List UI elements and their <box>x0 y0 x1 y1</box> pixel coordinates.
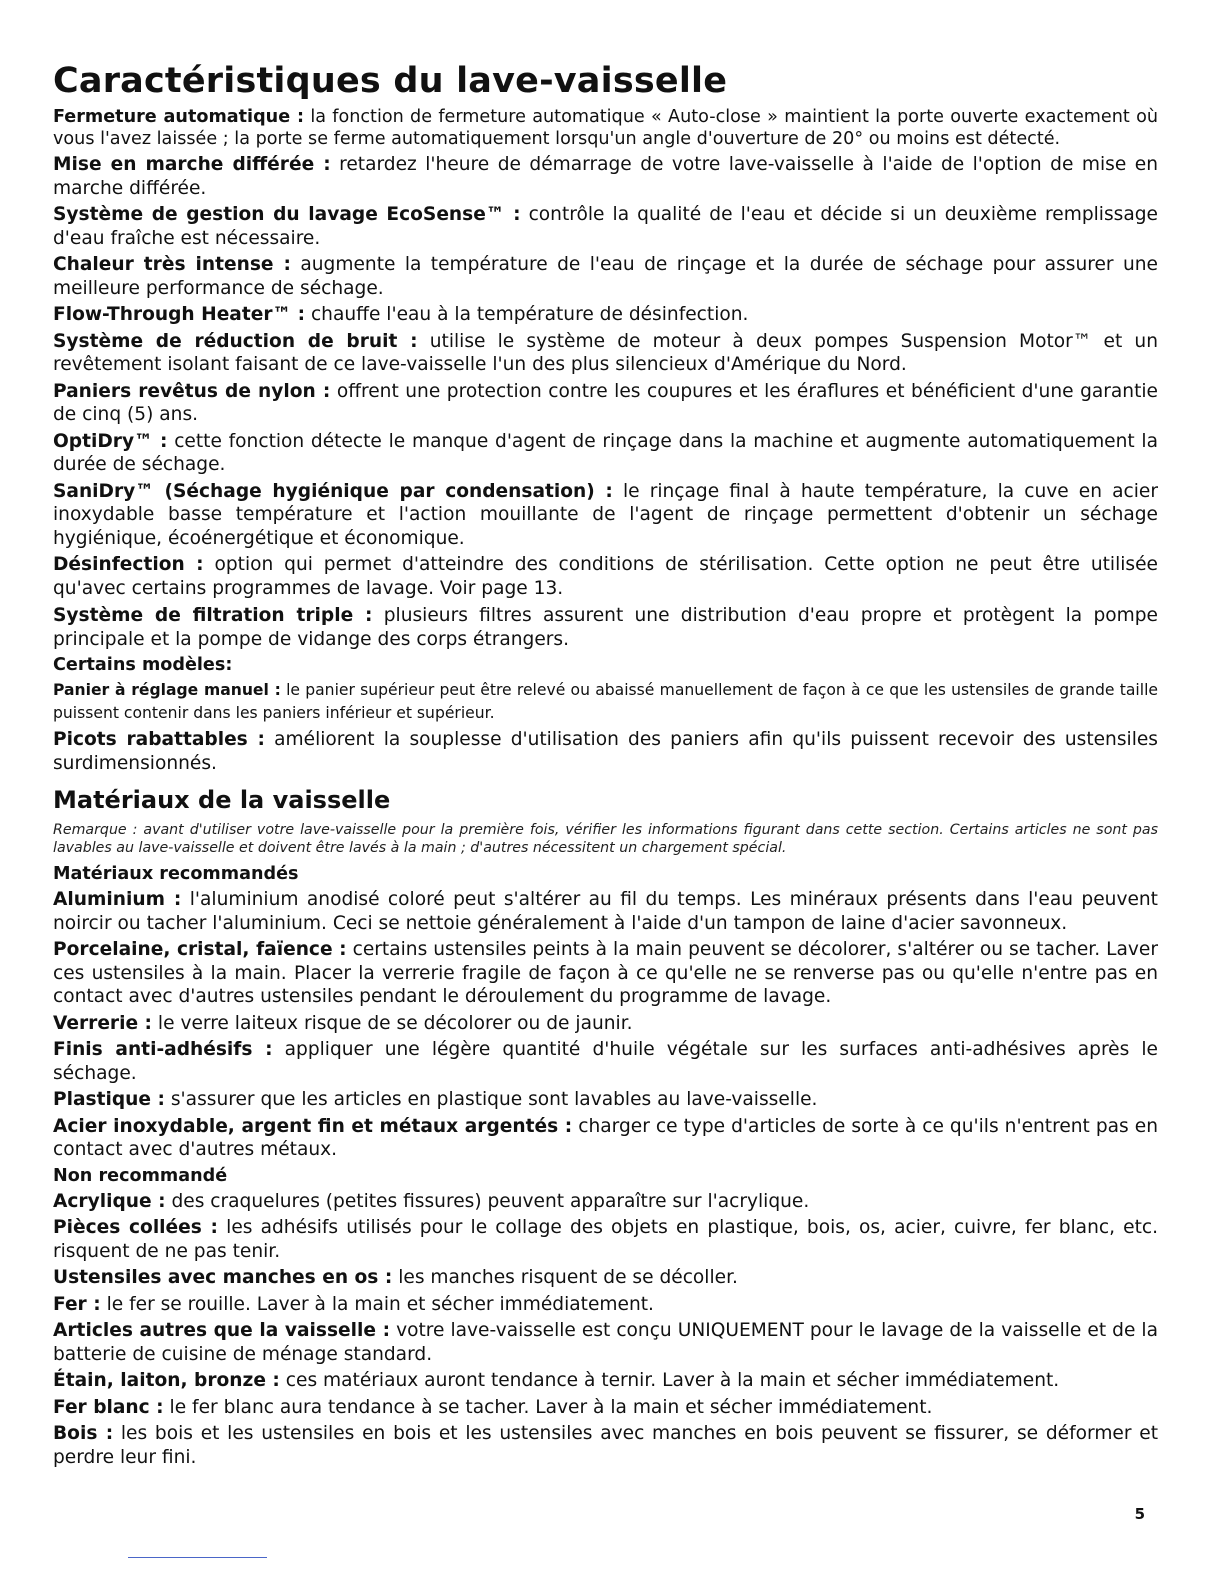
material-term: Fer blanc : <box>53 1396 164 1418</box>
material-entry <box>53 1369 1158 1393</box>
recommended-heading: Matériaux recommandés <box>53 864 299 884</box>
feature-entry <box>53 480 1158 551</box>
feature-desc: retardez l'heure de démarrage de votre lave-vaisselle à l'aide de l'option de mise en marche différée. <box>53 154 1158 199</box>
feature-desc: chauffe l'eau à la température de désinfection. <box>310 304 749 325</box>
feature-term: Désinfection : <box>53 554 204 575</box>
materials-title: Matériaux de la vaisselle <box>53 786 391 814</box>
material-term: Articles autres que la vaisselle : <box>53 1320 391 1341</box>
feature-entry <box>53 303 1158 327</box>
feature-entry <box>53 153 1158 200</box>
material-entry <box>53 938 1158 1009</box>
feature-entry <box>53 430 1158 477</box>
feature-desc: plusieurs filtres assurent une distribution d'eau propre et protègent la pompe principale et la pompe de vidange des corps étrangers. <box>53 605 1158 650</box>
feature-desc: le rinçage final à haute température, la cuve en acier inoxydable basse température et l'action mouillante de l'agent de rinçage permettent d'obtenir un séchage hygiénique, écoénergétique et économique. <box>53 480 1158 549</box>
material-entry <box>53 1422 1158 1469</box>
bottom-divider <box>128 1557 267 1558</box>
feature-term: Système de gestion du lavage EcoSense™ : <box>53 204 521 225</box>
material-term: Porcelaine, cristal, faïence : <box>53 939 347 960</box>
feature-term: Mise en marche différée : <box>53 154 331 175</box>
model-desc: améliorent la souplesse d'utilisation des paniers afin qu'ils puissent recevoir des ustensiles surdimensionnés. <box>53 729 1158 774</box>
feature-term: Système de filtration triple : <box>53 605 373 626</box>
material-term: Verrerie : <box>53 1012 152 1034</box>
material-desc: appliquer une légère quantité d'huile végétale sur les surfaces anti-adhésives après le séchage. <box>53 1039 1158 1084</box>
material-term: Acier inoxydable, argent fin et métaux argentés : <box>53 1115 573 1137</box>
page-title: Caractéristiques du lave-vaisselle <box>53 61 728 101</box>
material-term: Plastique : <box>53 1089 165 1110</box>
feature-term: Chaleur très intense : <box>53 254 291 275</box>
material-entry <box>53 1396 1158 1420</box>
feature-term: SaniDry™ (Séchage hygiénique par condensation) : <box>53 480 613 502</box>
material-entry <box>53 888 1158 935</box>
material-entry <box>53 1088 1158 1112</box>
model-entry <box>53 679 1158 725</box>
material-term: Finis anti-adhésifs : <box>53 1039 273 1060</box>
feature-desc: la fonction de fermeture automatique « Auto-close » maintient la porte ouverte exactement où vous l'avez laissée ; la porte se ferme automatiquement lorsqu'un angle d'ouverture de 20° ou moins est détecté. <box>53 107 1159 149</box>
feature-desc: augmente la température de l'eau de rinçage et la durée de séchage pour assurer une meilleure performance de séchage. <box>53 254 1158 299</box>
feature-term: Système de réduction de bruit : <box>53 330 418 352</box>
material-desc: s'assurer que les articles en plastique sont lavables au lave-vaisselle. <box>170 1089 818 1110</box>
material-term: Acrylique : <box>53 1190 166 1212</box>
material-desc: des craquelures (petites fissures) peuvent apparaître sur l'acrylique. <box>171 1190 810 1212</box>
feature-term: Flow-Through Heater™ : <box>53 304 306 325</box>
feature-desc: offrent une protection contre les coupures et les éraflures et bénéficient d'une garantie de cinq (5) ans. <box>53 380 1158 425</box>
material-entry <box>53 1190 1158 1214</box>
feature-entry <box>53 203 1158 250</box>
material-term: Bois : <box>53 1423 114 1444</box>
feature-desc: contrôle la qualité de l'eau et décide si un deuxième remplissage d'eau fraîche est nécessaire. <box>53 204 1158 249</box>
material-desc: ces matériaux auront tendance à ternir. Laver à la main et sécher immédiatement. <box>285 1370 1060 1391</box>
feature-desc: utilise le système de moteur à deux pompes Suspension Motor™ et un revêtement isolant faisant de ce lave-vaisselle l'un des plus silencieux d'Amérique du Nord. <box>53 330 1158 375</box>
material-term: Ustensiles avec manches en os : <box>53 1267 393 1288</box>
model-entry <box>53 728 1158 775</box>
material-entry <box>53 1319 1158 1366</box>
features-list <box>53 106 1158 651</box>
material-desc: votre lave-vaisselle est conçu UNIQUEMENT pour le lavage de la vaisselle et de la batterie de cuisine de ménage standard. <box>53 1320 1158 1365</box>
material-desc: les bois et les ustensiles en bois et les ustensiles avec manches en bois peuvent se fissurer, se déformer et perdre leur fini. <box>53 1423 1158 1468</box>
feature-entry <box>53 106 1158 150</box>
feature-entry <box>53 553 1158 600</box>
not-recommended-heading: Non recommandé <box>53 1165 228 1186</box>
material-desc: les manches risquent de se décoller. <box>398 1267 738 1288</box>
material-desc: certains ustensiles peints à la main peuvent se décolorer, s'altérer ou se tacher. Laver ces ustensiles à la main. Placer la verrerie fragile de façon à ce qu'elle ne se renverse pas ou qu'elle n'entre pas en contact avec d'autres ustensiles pendant le déroulement du programme de lavage. <box>53 939 1159 1007</box>
material-desc: les adhésifs utilisés pour le collage des objets en plastique, bois, os, acier, cuivre, fer blanc, etc. risquent de ne pas tenir. <box>53 1217 1159 1262</box>
material-desc: l'aluminium anodisé coloré peut s'altérer au fil du temps. Les minéraux présents dans l'eau peuvent noircir ou tacher l'aluminium. Ceci se nettoie généralement à l'aide d'un tampon de laine d'acier savonneux. <box>53 889 1158 934</box>
material-term: Étain, laiton, bronze : <box>53 1370 280 1391</box>
page-content <box>53 58 1158 1472</box>
model-desc: le panier supérieur peut être relevé ou abaissé manuellement de façon à ce que les ustensiles de grande taille puissent contenir dans les paniers inférieur et supérieur. <box>53 681 1158 722</box>
material-entry <box>53 1038 1158 1085</box>
material-term: Aluminium : <box>53 889 182 910</box>
material-entry <box>53 1293 1158 1317</box>
feature-entry <box>53 253 1158 300</box>
material-entry <box>53 1266 1158 1290</box>
model-term: Picots rabattables : <box>53 729 265 750</box>
feature-entry <box>53 380 1158 427</box>
feature-desc: option qui permet d'atteindre des conditions de stérilisation. Cette option ne peut être utilisée qu'avec certains programmes de lavage. Voir page 13. <box>53 554 1158 599</box>
feature-entry <box>53 604 1158 651</box>
material-desc: le verre laiteux risque de se décolorer ou de jaunir. <box>157 1012 633 1034</box>
material-desc: charger ce type d'articles de sorte à ce qu'ils n'entrent pas en contact avec d'autres métaux. <box>53 1115 1158 1160</box>
feature-term: OptiDry™ : <box>53 430 168 452</box>
material-entry <box>53 1216 1158 1263</box>
feature-term: Fermeture automatique : <box>53 107 305 127</box>
certain-models-heading: Certains modèles: <box>53 655 233 675</box>
feature-term: Paniers revêtus de nylon : <box>53 380 331 402</box>
model-term: Panier à réglage manuel : <box>53 681 281 699</box>
feature-entry <box>53 330 1158 377</box>
feature-desc: cette fonction détecte le manque d'agent de rinçage dans la machine et augmente automatiquement la durée de séchage. <box>53 430 1158 475</box>
material-term: Fer : <box>53 1293 101 1315</box>
material-desc: le fer blanc aura tendance à se tacher. Laver à la main et sécher immédiatement. <box>169 1396 933 1418</box>
materials-note: Remarque : avant d'utiliser votre lave-vaisselle pour la première fois, vérifier les informations figurant dans cette section. Certains articles ne sont pas lavables au lave-vaisselle et doivent être lavés à la main ; d'autres nécessitent un chargement spécial. <box>53 822 1158 856</box>
page-number: 5 <box>1134 1505 1145 1523</box>
material-term: Pièces collées : <box>53 1217 218 1238</box>
material-desc: le fer se rouille. Laver à la main et sécher immédiatement. <box>106 1293 654 1315</box>
material-entry <box>53 1115 1158 1162</box>
material-entry <box>53 1012 1158 1036</box>
